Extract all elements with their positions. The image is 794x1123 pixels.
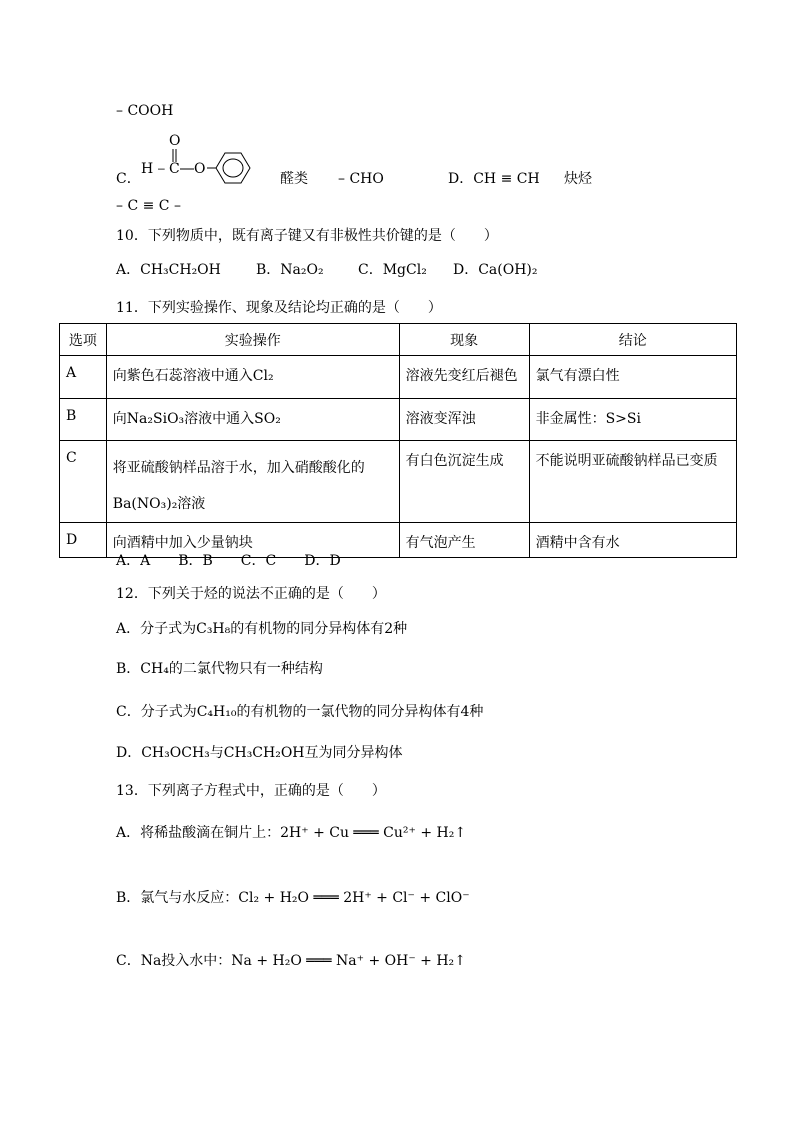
row-b-operation: 向Na₂SiO₃溶液中通入SO₂	[106, 399, 399, 441]
q11-options: A．A B．B C．C D．D	[116, 553, 341, 569]
row-d-conclusion: 酒精中含有水	[529, 523, 736, 558]
header-option: 选项	[60, 324, 107, 356]
row-b-phenomenon: 溶液变浑浊	[399, 399, 529, 441]
cooh-group: – COOH	[116, 103, 174, 119]
formate-structure-o: O	[194, 161, 206, 177]
formate-structure-h: H	[141, 161, 154, 177]
row-a-phenomenon: 溶液先变红后褪色	[399, 356, 529, 399]
row-c-operation: 将亚硫酸钠样品溶于水，加入硝酸酸化的Ba(NO₃)₂溶液	[106, 441, 399, 523]
row-a-conclusion: 氯气有漂白性	[529, 356, 736, 399]
row-d-phenomenon: 有气泡产生	[399, 523, 529, 558]
row-b-conclusion: 非金属性：S>Si	[529, 399, 736, 441]
formate-bond-2	[180, 166, 194, 172]
q10-option-a: A．CH₃CH₂OH	[116, 262, 221, 278]
q12-option-a: A．分子式为C₃H₈的有机物的同分异构体有2种	[116, 621, 408, 637]
triple-bond-group: – C ≡ C –	[116, 198, 181, 214]
q13-option-c: C．Na投入水中：Na + H₂O ═══ Na⁺ + OH⁻ + H₂↑	[116, 953, 466, 969]
table-row	[60, 441, 737, 523]
header-phenomenon: 现象	[399, 324, 529, 356]
q13-option-a: A．将稀盐酸滴在铜片上：2H⁺ + Cu ═══ Cu²⁺ + H₂↑	[116, 825, 467, 841]
q12-option-c: C．分子式为C₄H₁₀的有机物的一氯代物的同分异构体有4种	[116, 704, 484, 720]
row-c-conclusion: 不能说明亚硫酸钠样品已变质	[529, 441, 736, 523]
alkyne-class: 炔烃	[564, 171, 592, 187]
q10-option-d: D．Ca(OH)₂	[453, 262, 538, 278]
row-c-option: C	[60, 441, 107, 523]
benzene-ring-icon	[207, 150, 255, 186]
q10-option-b: B．Na₂O₂	[256, 262, 324, 278]
formate-bond-1: –	[158, 161, 165, 175]
q13-option-b: B．氯气与水反应：Cl₂ + H₂O ═══ 2H⁺ + Cl⁻ + ClO⁻	[116, 890, 470, 906]
header-operation: 实验操作	[106, 324, 399, 356]
option-d-ethyne: D．CH ≡ CH	[448, 171, 540, 187]
aldehyde-class: 醛类	[280, 171, 308, 187]
q10-option-c: C．MgCl₂	[358, 262, 427, 278]
option-c-label: C．	[116, 171, 141, 187]
carbonyl-double-bond	[170, 149, 180, 163]
row-d-operation: 向酒精中加入少量钠块	[106, 523, 399, 558]
q10-stem: 10．下列物质中，既有离子键又有非极性共价键的是（ ）	[116, 228, 498, 244]
row-a-operation: 向紫色石蕊溶液中通入Cl₂	[106, 356, 399, 399]
table-row	[60, 399, 737, 441]
table-row	[60, 356, 737, 399]
q12-option-d: D．CH₃OCH₃与CH₃CH₂OH互为同分异构体	[116, 745, 403, 761]
q12-stem: 12．下列关于烃的说法不正确的是（ ）	[116, 586, 386, 602]
formate-structure-c: C	[169, 161, 180, 177]
q11-table	[59, 323, 737, 558]
row-b-option: B	[60, 399, 107, 441]
row-a-option: A	[60, 356, 107, 399]
q11-stem: 11．下列实验操作、现象及结论均正确的是（ ）	[116, 300, 442, 316]
header-conclusion: 结论	[529, 324, 736, 356]
aldehyde-group: – CHO	[338, 171, 384, 187]
row-d-option: D	[60, 523, 107, 558]
q12-option-b: B．CH₄的二氯代物只有一种结构	[116, 661, 323, 677]
row-c-phenomenon: 有白色沉淀生成	[399, 441, 529, 523]
q13-stem: 13．下列离子方程式中，正确的是（ ）	[116, 783, 386, 799]
formate-structure-o-top: O	[169, 133, 181, 149]
